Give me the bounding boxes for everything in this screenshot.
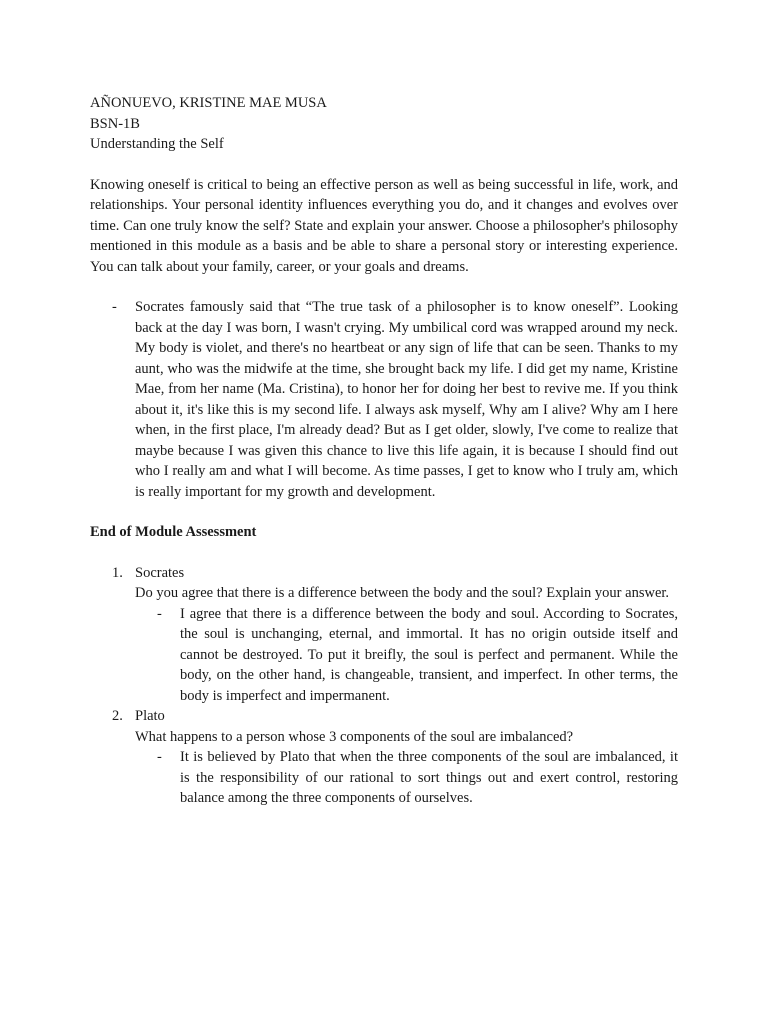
assessment-list bbox=[90, 563, 678, 809]
dash-bullet: - bbox=[112, 299, 117, 315]
assessment-heading: End of Module Assessment bbox=[90, 524, 257, 540]
document-header bbox=[90, 93, 678, 155]
assessment-question: What happens to a person whose 3 components of the soul are imbalanced? bbox=[135, 728, 574, 745]
assessment-item bbox=[90, 563, 678, 707]
class-section: BSN-1B bbox=[90, 115, 140, 132]
philosopher-name: Socrates bbox=[135, 564, 185, 581]
subject-title: Understanding the Self bbox=[90, 136, 224, 152]
document-page bbox=[90, 93, 678, 809]
item-number: 2. bbox=[112, 708, 123, 724]
response-list bbox=[90, 297, 678, 502]
response-text: Socrates famously said that “The true task of a philosopher is to know oneself”. Looking back at the day I was born, I wasn't crying. My umbilical cord was wrapped around my neck. My body is violet, and there's no heartbeat or any sign of life that can be seen. Thanks to my aunt, who was the midwife at the time, she brought back my life. I did get my name, Kristine Mae, from her name (Ma. Cristina), to honor her for doing her best to revive me. If you think about it, it's like this is my second life. I always ask myself, Why am I alive? Why am I here when, in the first place, I'm already dead? But as I get older, slowly, I've come to realize that maybe because I was given this chance to live this life again, it is because I should find out who I really am and what I will become. As time passes, I get to know who I truly am, which is really important for my growth and development. bbox=[135, 299, 678, 500]
dash-bullet: - bbox=[157, 749, 162, 765]
assessment-question: Do you agree that there is a difference between the body and the soul? Explain your answer. bbox=[135, 585, 670, 601]
intro-paragraph: Knowing oneself is critical to being an effective person as well as being successful in life, work, and relationships. Your personal identity influences everything you do, and it changes and evolves over time. Can one truly know the self? State and explain your answer. Choose a philosopher's philosophy mentioned in this module as a basis and be able to share a personal story or interesting experience. You can talk about your family, career, or your goals and dreams. bbox=[90, 176, 678, 275]
student-name: AÑONUEVO, KRISTINE MAE MUSA bbox=[90, 95, 327, 111]
answer-text: I agree that there is a difference between the body and soul. According to Socrates, the soul is unchanging, eternal, and immortal. It has no origin outside itself and cannot be destroyed. To put it breifly, the soul is perfect and permanent. While the body, on the other hand, is changeable, transient, and imperfect. In other terms, the body is imperfect and impermanent. bbox=[180, 605, 678, 704]
item-number: 1. bbox=[112, 564, 123, 581]
dash-bullet: - bbox=[157, 605, 162, 622]
assessment-answer bbox=[135, 604, 678, 707]
response-item bbox=[90, 297, 678, 502]
assessment-item bbox=[90, 706, 678, 809]
philosopher-name: Plato bbox=[135, 708, 165, 724]
answer-text: It is believed by Plato that when the three components of the soul are imbalanced, it is the responsibility of our rational to sort things out and exert control, restoring balance among the three components of ourselves. bbox=[180, 749, 678, 806]
assessment-answer bbox=[135, 747, 678, 809]
